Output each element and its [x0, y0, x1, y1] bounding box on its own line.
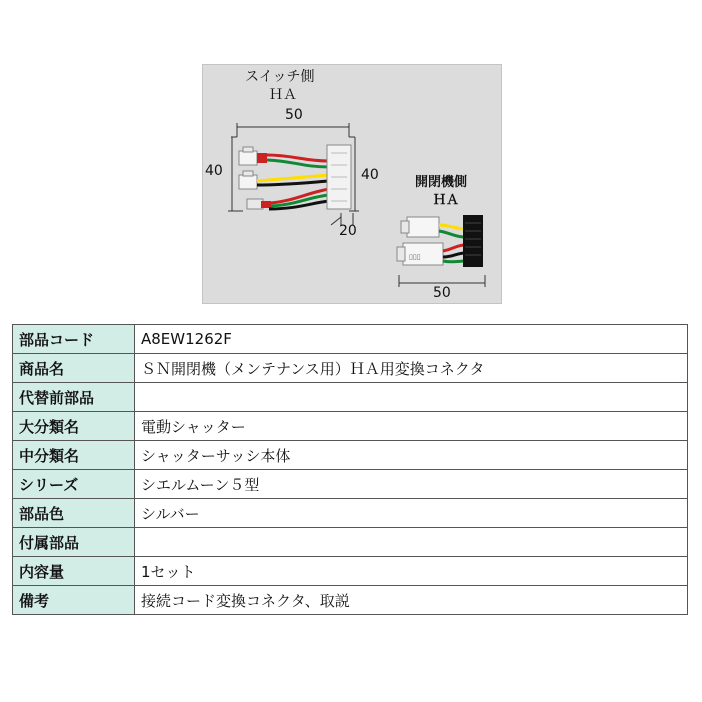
opener-side-plug-top	[401, 217, 439, 237]
switch-side-plug-bottom	[247, 199, 271, 209]
dim-depth-label: 20	[339, 223, 357, 239]
row-value: 電動シャッター	[135, 412, 688, 441]
switch-side-sub-label: ＨＡ	[269, 87, 297, 103]
opener-side-connector-block	[463, 215, 483, 267]
row-value: 1セット	[135, 557, 688, 586]
row-label: 備考	[13, 586, 135, 615]
table-row	[13, 354, 688, 383]
row-label: 部品コード	[13, 325, 135, 354]
switch-side-wires	[257, 155, 329, 209]
row-label: 部品色	[13, 499, 135, 528]
svg-text:▯▯▯: ▯▯▯	[409, 253, 421, 261]
dimension-left-height	[228, 137, 243, 211]
row-value: シャッターサッシ本体	[135, 441, 688, 470]
row-value: ＳＮ開閉機（メンテナンス用）ＨＡ用変換コネクタ	[135, 354, 688, 383]
table-row	[13, 383, 688, 412]
switch-side-label: スイッチ側	[245, 69, 315, 85]
spec-table	[12, 324, 688, 615]
table-row	[13, 441, 688, 470]
row-value: 接続コード変換コネクタ、取説	[135, 586, 688, 615]
dim-right-height-label: 40	[361, 167, 379, 183]
row-label: 大分類名	[13, 412, 135, 441]
table-row	[13, 325, 688, 354]
table-row	[13, 470, 688, 499]
row-label: 付属部品	[13, 528, 135, 557]
row-value	[135, 383, 688, 412]
row-value: A8EW1262F	[135, 325, 688, 354]
switch-side-plug-top	[239, 147, 267, 165]
dim-left-height-label: 40	[205, 163, 223, 179]
row-value: シエルムーン５型	[135, 470, 688, 499]
row-label: 内容量	[13, 557, 135, 586]
table-row	[13, 499, 688, 528]
opener-side-label: 開閉機側	[415, 175, 468, 190]
table-row	[13, 557, 688, 586]
product-diagram	[202, 64, 502, 304]
table-row	[13, 528, 688, 557]
switch-side-connector-block	[327, 145, 351, 209]
row-label: 中分類名	[13, 441, 135, 470]
opener-side-plug-bottom	[397, 243, 443, 265]
dim-top-width-label: 50	[285, 107, 303, 123]
opener-side-sub-label: ＨＡ	[433, 193, 460, 208]
switch-side-plug-middle	[239, 171, 257, 189]
row-value	[135, 528, 688, 557]
table-row	[13, 586, 688, 615]
row-label: 代替前部品	[13, 383, 135, 412]
row-label: シリーズ	[13, 470, 135, 499]
dimension-top-width	[231, 123, 355, 137]
row-label: 商品名	[13, 354, 135, 383]
dim-bottom-width-label: 50	[433, 285, 451, 301]
row-value: シルバー	[135, 499, 688, 528]
table-row	[13, 412, 688, 441]
